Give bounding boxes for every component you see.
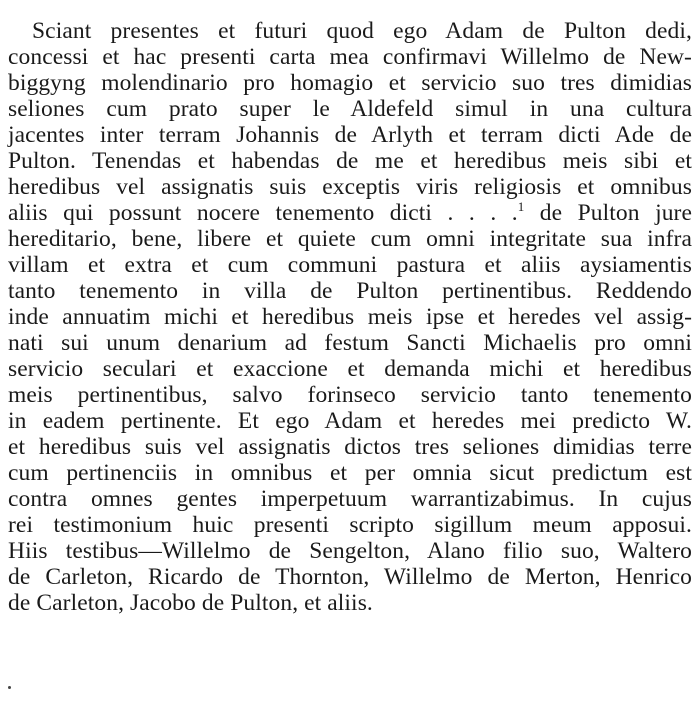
text-line-7: heredibus vel assignatis suis exceptis viris religiosis et omnibus (8, 174, 692, 200)
text-line-2: concessi et hac presenti carta mea confirmavi Willelmo de New- (8, 44, 692, 70)
text-line-22: de Carleton, Ricardo de Thornton, Willelmo de Merton, Henrico (8, 564, 692, 590)
text-line-6: Pulton. Tenendas et habendas de me et heredibus meis sibi et (8, 148, 692, 174)
text-line-1: Sciant presentes et futuri quod ego Adam de Pulton dedi, (32, 18, 692, 44)
text-line-16: in eadem pertinente. Et ego Adam et heredes mei predicto W. (8, 408, 692, 434)
text-line-10: villam et extra et cum communi pastura et aliis aysiamentis (8, 252, 692, 278)
text-line-9: hereditario, bene, libere et quiete cum omni integritate sua infra (8, 226, 692, 252)
text-line-4: seliones cum prato super le Aldefeld simul in una cultura (8, 96, 692, 122)
footnote-marker: 1 (517, 199, 525, 215)
text-line-23: de Carleton, Jacobo de Pulton, et aliis. (8, 590, 373, 616)
text-line-5: jacentes inter terram Johannis de Arlyth et terram dicti Ade de (8, 122, 692, 148)
text-line-3: biggyng molendinario pro homagio et servicio suo tres dimidias (8, 70, 692, 96)
text-line-8 (8, 200, 692, 226)
text-line-21: Hiis testibus—Willelmo de Sengelton, Alano filio suo, Waltero (8, 538, 692, 564)
text-line-12: inde annuatim michi et heredibus meis ipse et heredes vel assig- (8, 304, 692, 330)
text-line-8-tail: de Pulton jure (524, 200, 693, 226)
text-line-11: tanto tenemento in villa de Pulton pertinentibus. Reddendo (8, 278, 692, 304)
text-line-17: et heredibus suis vel assignatis dictos tres seliones dimidias terre (8, 434, 692, 460)
text-line-15: meis pertinentibus, salvo forinseco servicio tanto tenemento (8, 382, 692, 408)
text-line-14: servicio seculari et exaccione et demanda michi et heredibus (8, 356, 692, 382)
text-line-8-head: aliis qui possunt nocere tenemento dicti . . . . (8, 200, 518, 226)
stray-mark (8, 686, 11, 689)
text-line-13: nati sui unum denarium ad festum Sancti Michaelis pro omni (8, 330, 692, 356)
text-line-20: rei testimonium huic presenti scripto sigillum meum apposui. (8, 512, 692, 538)
charter-text (8, 18, 692, 616)
text-line-19: contra omnes gentes imperpetuum warrantizabimus. In cujus (8, 486, 692, 512)
text-line-18: cum pertinenciis in omnibus et per omnia sicut predictum est (8, 460, 692, 486)
